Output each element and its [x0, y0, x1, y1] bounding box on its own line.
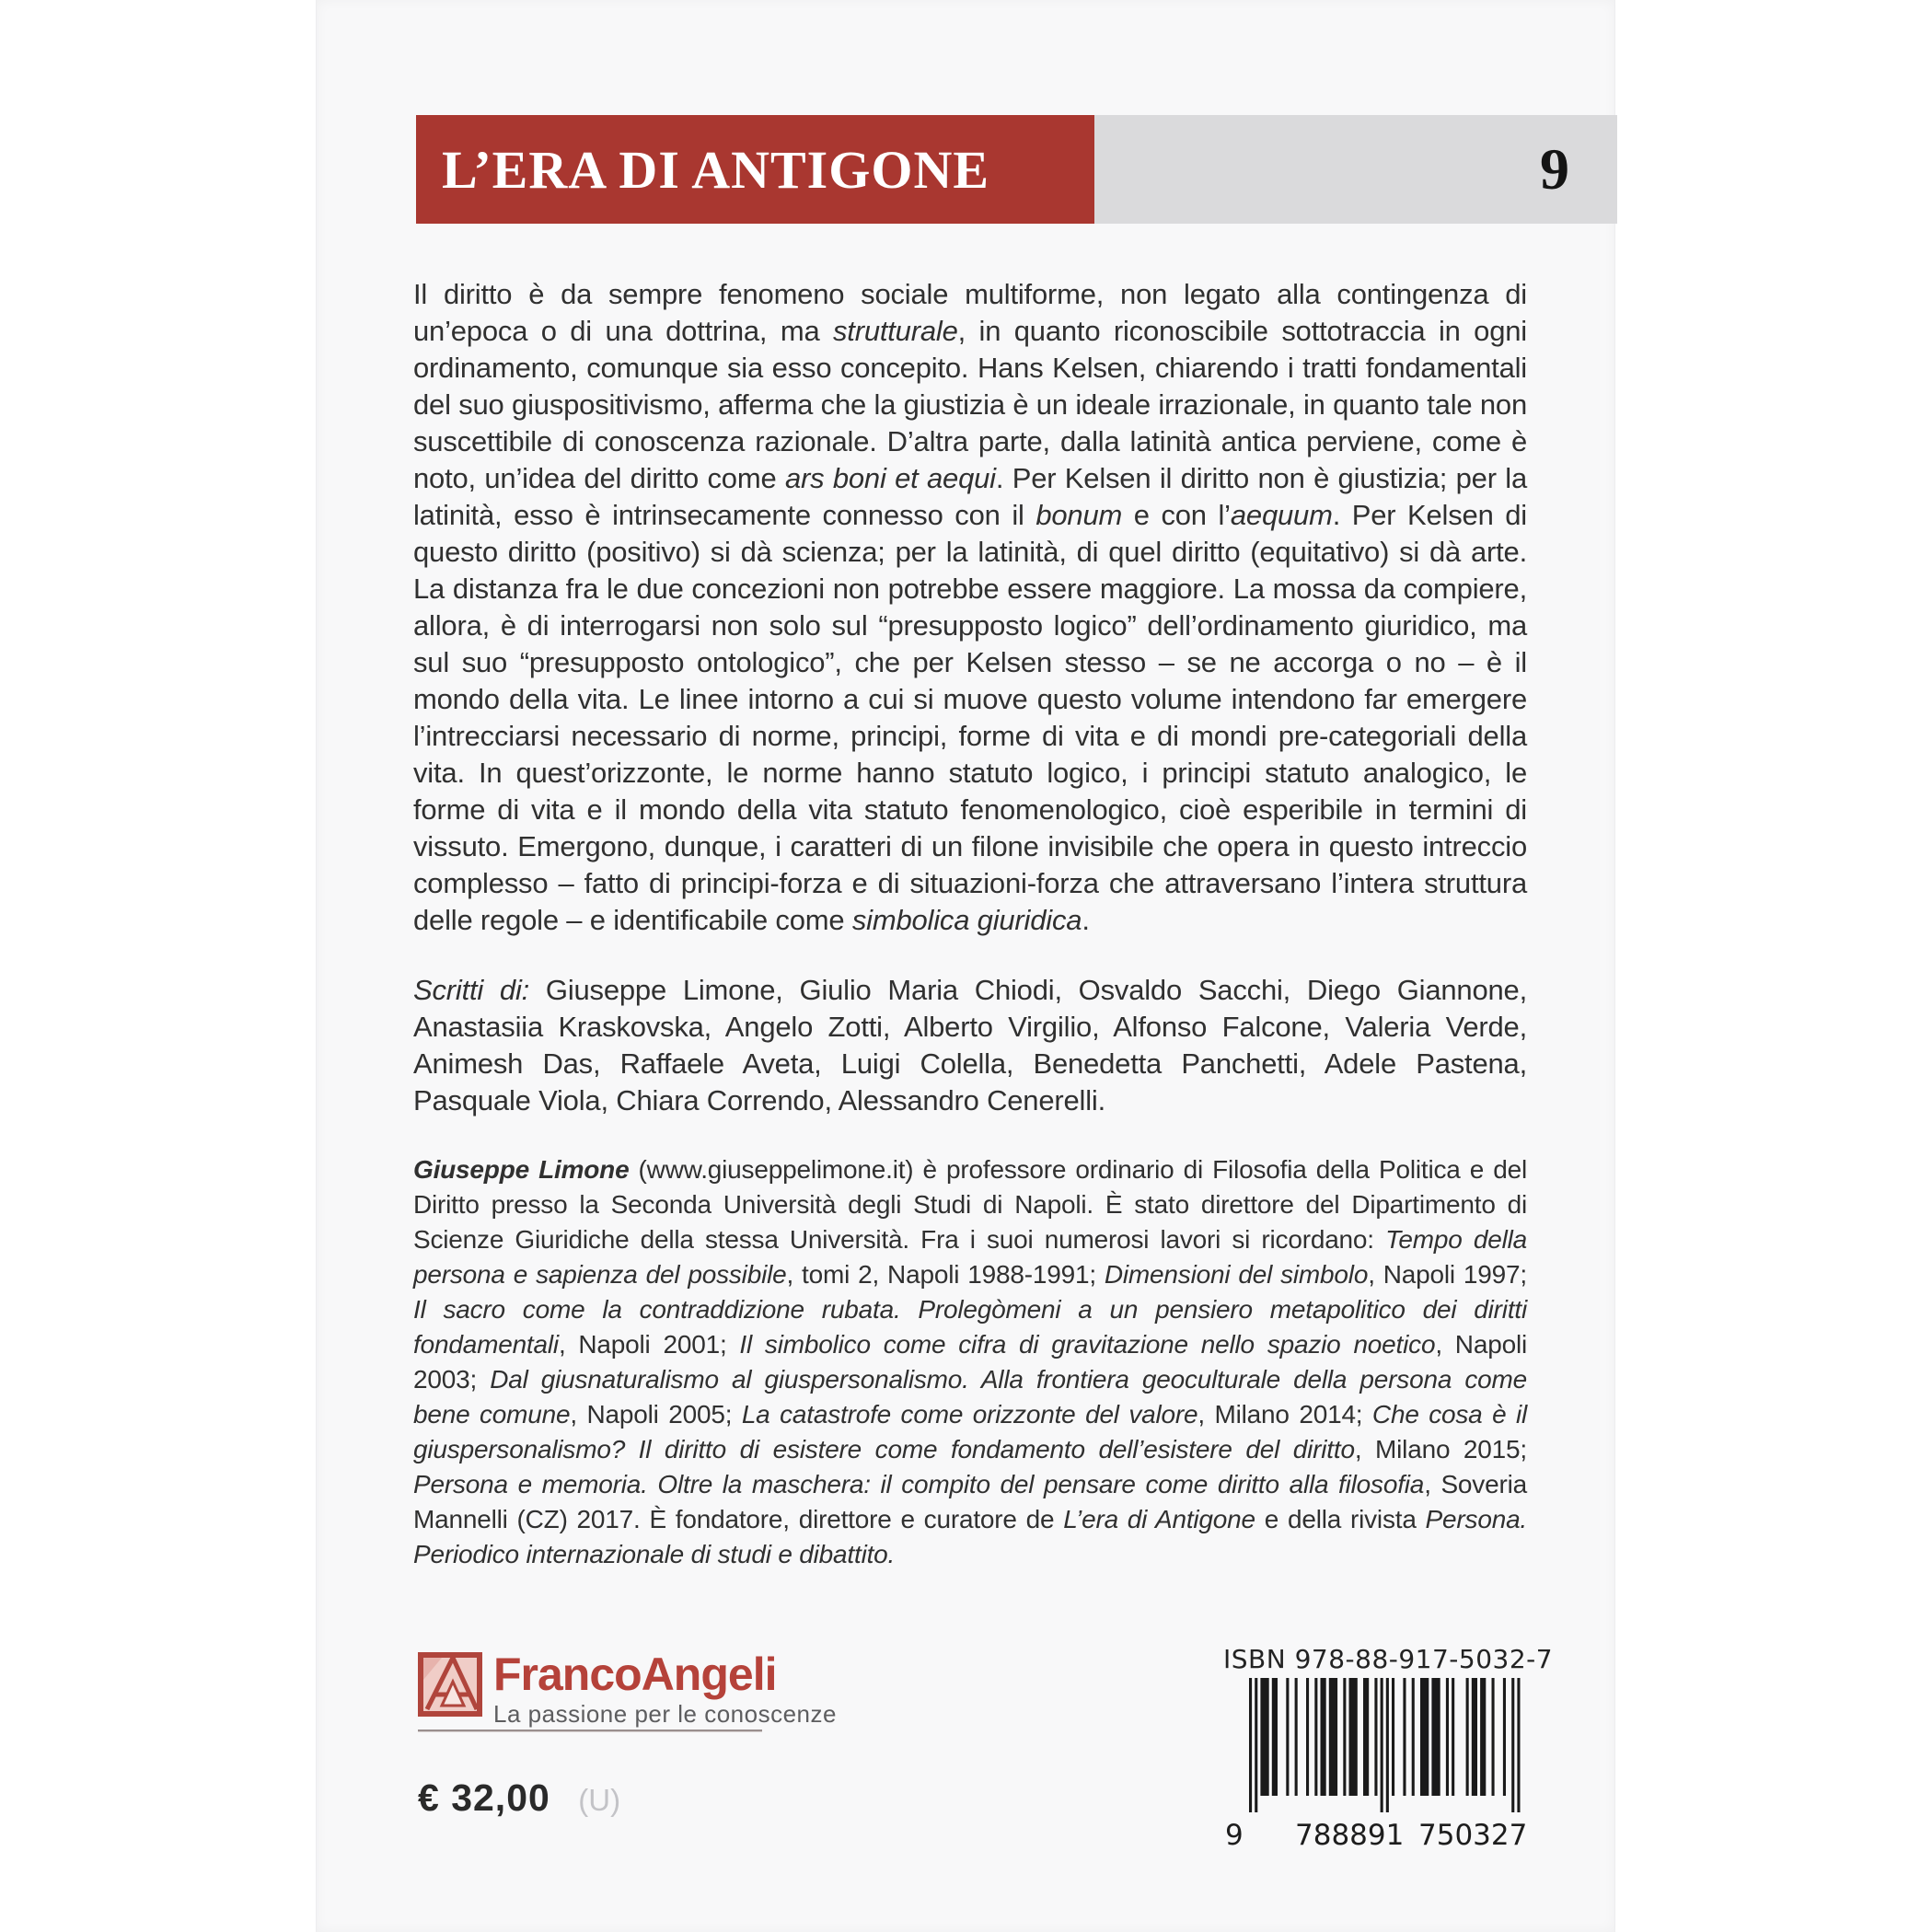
book-back-cover-page	[316, 0, 1615, 1932]
series-title-red-box	[416, 115, 1094, 224]
price-note: (U)	[578, 1783, 621, 1817]
isbn-barcode-block	[1223, 1644, 1554, 1852]
price-amount: € 32,00	[418, 1776, 550, 1819]
publisher-divider-rule	[418, 1730, 762, 1732]
series-number: 9	[1540, 136, 1569, 202]
barcode-digit-group-3: 750327	[1418, 1819, 1528, 1852]
back-cover-text-column	[413, 276, 1527, 1572]
series-title: L’ERA DI ANTIGONE	[442, 139, 990, 200]
synopsis-paragraph: Il diritto è da sempre fenomeno sociale multiforme, non legato alla contingenza di un’epoca o di una dottrina, ma strutturale, in quanto riconoscibile sottotraccia in ogni ordinamento, comunque sia esso concepito. Hans Kelsen, chiarendo i tratti fondamentali del suo giuspositivismo, afferma che la giustizia è un ideale irrazionale, in quanto tale non suscettibile di conoscenza razionale. D’altra parte, dalla latinità antica perviene, come è noto, un’idea del diritto come ars boni et aequi. Per Kelsen il diritto non è giustizia; per la latinità, esso è intrinsecamente connesso con il bonum e con l’aequum. Per Kelsen di questo diritto (positivo) si dà scienza; per la latinità, di quel diritto (equitativo) si dà arte. La distanza fra le due concezioni non potrebbe essere maggiore. La mossa da compiere, allora, è di interrogarsi non solo sul “presupposto logico” dell’ordinamento giuridico, ma sul suo “presupposto ontologico”, che per Kelsen stesso – se ne accorga o no – è il mondo della vita. Le linee intorno a cui si muove questo volume intendono far emergere l’intrecciarsi necessario di norme, principi, forme di vita e di mondi pre-categoriali della vita. In quest’orizzonte, le norme hanno statuto logico, i principi statuto analogico, le forme di vita e il mondo della vita statuto fenomenologico, cioè esperibile in termini di vissuto. Emergono, dunque, i caratteri di un filone invisibile che opera in questo intreccio complesso – fatto di principi-forza e di situazioni-forza che attraversano l’intera struttura delle regole – e identificabile come simbolica giuridica.	[413, 278, 1527, 936]
series-number-gray-box	[1094, 115, 1617, 224]
isbn-label: ISBN 978-88-917-5032-7	[1223, 1644, 1554, 1674]
barcode-digits-row	[1223, 1819, 1545, 1852]
publisher-block	[418, 1649, 837, 1729]
francoangeli-logo-icon	[418, 1652, 482, 1717]
price-row	[418, 1776, 620, 1820]
publisher-name: FrancoAngeli	[493, 1649, 777, 1700]
publisher-logo-text	[493, 1649, 837, 1729]
publisher-logo-row	[418, 1649, 837, 1729]
contributors-paragraph: Scritti di: Giuseppe Limone, Giulio Maria Chiodi, Osvaldo Sacchi, Diego Giannone, Anastasiia Kraskovska, Angelo Zotti, Alberto Virgilio, Alfonso Falcone, Valeria Verde, Animesh Das, Raffaele Aveta, Luigi Colella, Benedetta Panchetti, Adele Pastena, Pasquale Viola, Chiara Correndo, Alessandro Cenerelli.	[413, 974, 1527, 1116]
publisher-tagline: La passione per le conoscenze	[493, 1700, 837, 1728]
author-bio-paragraph: Giuseppe Limone (www.giuseppelimone.it) è professore ordinario di Filosofia della Politica e del Diritto presso la Seconda Università degli Studi di Napoli. È stato direttore del Dipartimento di Scienze Giuridiche della stessa Università. Fra i suoi numerosi lavori si ricordano: Tempo della persona e sapienza del possibile, tomi 2, Napoli 1988-1991; Dimensioni del simbolo, Napoli 1997; Il sacro come la contraddizione rubata. Prolegòmeni a un pensiero metapolitico dei diritti fondamentali, Napoli 2001; Il simbolico come cifra di gravitazione nello spazio noetico, Napoli 2003; Dal giusnaturalismo al giuspersonalismo. Alla frontiera geoculturale della persona come bene comune, Napoli 2005; La catastrofe come orizzonte del valore, Milano 2014; Che cosa è il giuspersonalismo? Il diritto di esistere come fondamento dell’esistere del diritto, Milano 2015; Persona e memoria. Oltre la maschera: il compito del pensare come diritto alla filosofia, Soveria Mannelli (CZ) 2017. È fondatore, direttore e curatore de L’era di Antigone e della rivista Persona. Periodico internazionale di studi e dibattito.	[413, 1155, 1528, 1568]
barcode-digit-group-2: 788891	[1295, 1819, 1405, 1852]
series-header-band	[416, 115, 1617, 224]
barcode-digit-group-1: 9	[1225, 1819, 1244, 1852]
